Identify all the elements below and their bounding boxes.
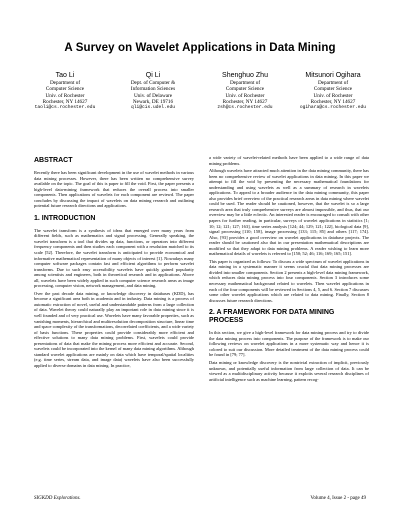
author-dept2: Computer Science <box>225 86 265 93</box>
paper-title: A Survey on Wavelet Applications in Data Mining <box>64 42 336 54</box>
author-email[interactable]: zsh@cs.rochester.edu <box>217 105 273 111</box>
intro-paragraph-5: This paper is organized as follows: To discuss a wide spectrum of wavelet applications in data mining in a systematic manner it seems crucial that data mining processes are divided into smaller components. Section 2 presents a high-level data mining framework, which reduces data mining process into four components. Section 3 introduces some necessary mathematical background related to wavelets. Then wavelet applications in each of the four components will be reviewed in Sections 4, 5, and 6. Section 7 discusses some other wavelet applications which are related to data mining. Finally, Section 8 discusses future research directions. <box>209 258 369 303</box>
author-dept: Department of <box>49 80 81 86</box>
author-1 <box>20 72 110 111</box>
intro-paragraph-4: Although wavelets have attracted much attention in the data mining community, there has been no comprehensive review of wavelet applications in data mining. In this paper we attempt to fill the void by presenting the necessary mathematical foundations for understanding and using wavelets as well as a summary of research in wavelets applications. To appeal to a broader audience in the data mining community, this paper also provides brief overview of the practical research areas in data mining where wavelet could be used. The reader should be cautioned, however, that the wavelet is so a large research area that truly comprehensive surveys are almost impossible, and thus, that our overview may be a little eclectic. An interested reader is encouraged to consult with other papers for further reading, in particular, surveys of wavelet applications in statistics [1; 10; 12; 121; 127; 163], time series analysis [124; 44; 129; 121; 122], biological data [9], signal processing [110; 158], image processing [133; 115; 85] and others [117; 174]. Also, [93] provides a good overview on wavelet applications in database projects. The reader should be cautioned also that in our presentation mathematical descriptions are modified so that they adapt to data mining problems. A reader wishing to learn more mathematical details of wavelets is referred to [150; 52; 46; 116; 169; 165; 151]. <box>209 168 369 257</box>
intro-paragraph-1: The wavelet transform is a synthesis of ideas that emerged over many years from different fields, such as mathematics and signal processing. Generally speaking, the wavelet transform is a tool that divides up data, functions, or operators into different frequency components and then studies each component with a resolution matched to its scale [52]. Therefore, the wavelet transform is anticipated to provide economical and informative mathematical representation of many objects of interest [1]. Nowadays many computer software packages contain fast and efficient algorithms to perform wavelet transforms. Due to such easy accessibility wavelets have quickly gained popularity among scientists and engineers, both in theoretical research and in applications. Above all, wavelets have been widely applied in such computer science research areas as image processing, computer vision, network management, and data mining. <box>34 227 194 289</box>
author-email[interactable]: ogihara@cs.rochester.edu <box>299 105 367 111</box>
author-city: Rochester, NY 14627 <box>310 98 356 105</box>
section2-paragraph-1: In this section, we give a high-level framework for data mining process and try to divide the data mining process into components. The purpose of the framework is to make our following reviews on wavelet applications in a more systematic way and hence it is colored to suit our discussion. More detailed treatment of the data mining process could be found in [79; 77]. <box>209 330 369 358</box>
author-3 <box>200 72 290 111</box>
author-dept: Department of <box>229 80 261 86</box>
author-name: Tao Li <box>55 72 75 79</box>
intro-heading: 1. INTRODUCTION <box>34 214 96 222</box>
section2-paragraph-2: Data mining or knowledge discovery is the nontrivial extraction of implicit, previously unknown, and potentially useful information from large collection of data. It can be viewed as a multidisciplinary activity because it exploits several research disciplines of artificial intelligence such as machine learning, pattern recog- <box>209 359 369 382</box>
intro-paragraph-3: a wide variety of wavelet-related methods have been applied to a wide range of data mining problems. <box>209 155 369 166</box>
author-name: Mitsunori Ogihara <box>305 72 361 79</box>
author-email[interactable]: taoli@cs.rochester.edu <box>34 105 96 111</box>
author-univ: Univ. of Rochester <box>313 92 353 99</box>
author-name: Shenghuo Zhu <box>222 72 268 79</box>
author-city: Rochester, NY 14627 <box>42 98 88 105</box>
author-4 <box>288 72 378 111</box>
author-dept2: Information Sciences <box>130 86 176 93</box>
author-univ: Univ. of Rochester <box>225 92 265 99</box>
author-dept: Department of <box>317 80 349 86</box>
author-city: Newark, DE 19716 <box>132 98 174 105</box>
intro-paragraph-2: Over the past decade data mining, or knowledge discovery in databases (KDD), has become a significant area both in academia and in industry. Data mining is a process of automatic extraction of novel, useful and understandable patterns from a large collection of data. Wavelet theory could naturally play an important role in data mining since it is well founded and of very practical use. Wavelets have many favorable properties, such as vanishing moments, hierarchical and multiresolution decomposition structure, linear time and space complexity of the transformations, decorrelated coefficients, and a wide variety of basis functions. These properties could provide considerably more efficient and effective solutions to many data mining problems. First, wavelets could provide presentations of data that make the mining process more efficient and accurate. Second, wavelets could be incorporated into the kernel of many data mining algorithms. Although standard wavelet applications are mainly on data which have temporal/spatial localities (e.g. time series, stream data, and image data) wavelets have also been successfully applied to diverse domains in data mining. In practice, <box>34 290 194 368</box>
author-name: Qi Li <box>145 72 161 79</box>
author-dept2: Computer Science <box>45 86 85 93</box>
author-city: Rochester, NY 14627 <box>222 98 268 105</box>
section2-heading: 2. A FRAMEWORK FOR DATA MINING PROCESS <box>209 309 335 325</box>
author-dept2: Computer Science <box>313 86 353 93</box>
abstract-text: Recently there has been significant development in the use of wavelet methods in various data mining processes. However, there has been written no comprehensive survey available on the topic. The goal of this is paper to fill the void. First, the paper presents a high-level data-mining framework that reduces the overall process into smaller components. Then applications of wavelets for each component are reviewd. The paper concludes by discussing the impact of wavelets on data mining research and outlining potential future research directions and applications. <box>34 170 194 209</box>
author-univ: Univ. of Rochester <box>45 92 85 99</box>
footer-page-info: Volume 4, Issue 2 - page 49 <box>310 496 366 501</box>
author-dept: Dept. of Computer & <box>130 80 176 86</box>
footer-journal: SIGKDD Explorations. <box>34 496 81 501</box>
left-column <box>34 155 194 371</box>
author-block <box>20 72 380 122</box>
abstract-heading: ABSTRACT <box>34 157 73 164</box>
right-column <box>209 155 369 384</box>
author-2 <box>108 72 198 111</box>
author-univ: Univ. of Delaware <box>133 92 173 99</box>
author-email[interactable]: qli@cis.udel.edu <box>130 105 176 111</box>
